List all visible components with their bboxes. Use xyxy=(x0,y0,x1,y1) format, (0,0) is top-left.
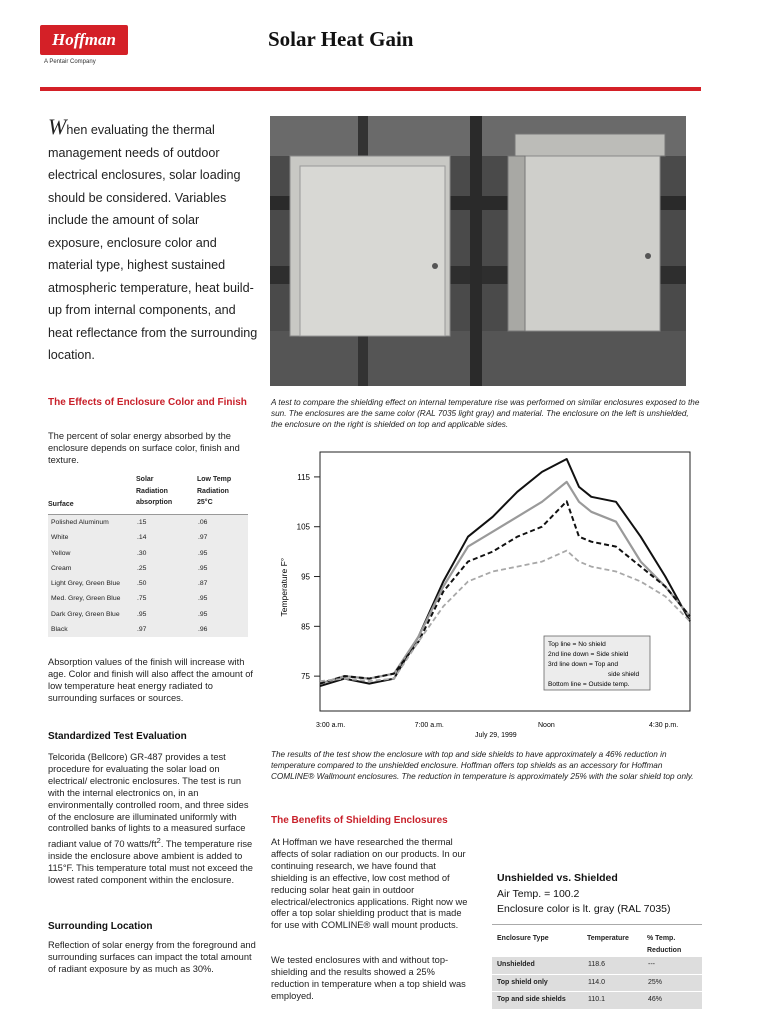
surrounding-text: Reflection of solar energy from the foreground and surrounding surfaces can impact the total amount of radiant exposure by as much as 30%. xyxy=(48,940,256,974)
table-row xyxy=(48,576,248,591)
standardized-text-b: . The temperature rise inside the enclosure above ambient is added to 115°F. This temperature total must not exceed the lowest rated component within the enclosure. xyxy=(48,839,253,886)
cell-surface: Dark Grey, Green Blue xyxy=(51,610,120,618)
cell-type: Top and side shields xyxy=(497,996,566,1003)
cell-temp: 118.6 xyxy=(588,961,605,968)
comparison-table xyxy=(492,924,702,1009)
cell-low: .95 xyxy=(198,595,208,603)
legend-entry: side shield xyxy=(608,671,640,678)
cell-low: .97 xyxy=(198,534,208,542)
cell-type: Unshielded xyxy=(497,961,535,968)
table-row xyxy=(48,591,248,606)
enclosure-photo-illustration xyxy=(270,116,686,386)
table-row xyxy=(48,622,248,637)
standardized-text-a: Telcorida (Bellcore) GR-487 provides a test procedure for evaluating the solar load on electrical/ electronic enclosures. The test is run with the internal electronics on, in an environmentally controlled room, and three sides of the enclosure are illuminated uniformly with controlled banks of lights to a measured surface radiant value of 70 watts/ft xyxy=(48,752,249,850)
cell-solar: .30 xyxy=(137,549,147,557)
legend-entry: Top line = No shield xyxy=(548,641,606,648)
cell-surface: Yellow xyxy=(51,549,71,557)
temperature-chart xyxy=(276,440,716,745)
absorption-table-header xyxy=(48,474,248,515)
standardized-heading: Standardized Test Evaluation xyxy=(48,731,187,742)
benefits-p2: We tested enclosures with and without top-shielding and the results showed a 25% reduction in temperature when a top shield was employed. xyxy=(271,955,466,1001)
table-row xyxy=(48,515,248,530)
cell-solar: .14 xyxy=(137,534,147,542)
col-surface: Surface xyxy=(48,501,74,508)
legend-entry: Bottom line = Outside temp. xyxy=(548,681,630,688)
comparison-title-block xyxy=(497,871,707,918)
col-reduction: % Temp. Reduction xyxy=(647,935,682,954)
y-tick-label: 85 xyxy=(301,622,310,632)
enclosure-photo xyxy=(270,116,686,386)
col-solar: Solar Radiation absorption xyxy=(136,476,173,506)
y-tick-label: 105 xyxy=(296,522,310,532)
cell-solar: .97 xyxy=(137,626,147,634)
header-rule xyxy=(40,87,701,91)
cell-type: Top shield only xyxy=(497,978,548,986)
absorption-note: Absorption values of the finish will increase with age. Color and finish will also affect the amount of low temperature heat energy radiated to surrounding surfaces or sources. xyxy=(48,657,253,703)
table-row xyxy=(48,546,248,561)
cell-surface: Polished Aluminum xyxy=(51,519,109,526)
comparison-title: Unshielded vs. Shielded xyxy=(497,872,618,884)
legend-entry: 3rd line down = Top and xyxy=(548,661,619,668)
cell-solar: .75 xyxy=(137,595,147,603)
legend-entry: 2nd line down = Side shield xyxy=(548,651,629,658)
col-low-temp: Low Temp Radiation 25°C xyxy=(197,476,232,506)
y-axis-label: Temperature F° xyxy=(279,557,289,617)
x-tick-label: 3:00 a.m. xyxy=(316,722,346,729)
cell-solar: .50 xyxy=(137,580,147,588)
benefits-p1: At Hoffman we have researched the thermal affects of solar radiation on our products. In our continuing research, we have found that shielding is an effective, low cost method of reducing solar heat gain in outdoor electrical/electronics applications. Right now we offer a top solar shielding product that is made for use with COMLINE® wall mount products. xyxy=(271,837,468,931)
cell-low: .95 xyxy=(198,549,208,557)
cell-surface: White xyxy=(51,534,69,542)
cell-temp: 114.0 xyxy=(588,978,605,986)
cell-low: .06 xyxy=(198,519,208,526)
x-tick-label: 7:00 a.m. xyxy=(414,722,444,729)
photo-caption: A test to compare the shielding effect on internal temperature rise was performed on similar enclosures exposed to the sun. The enclosures are the same color (RAL 7035 light gray) and material. The enclosure on the left is unshielded, the enclosure on the right is shielded on top and applicable sides. xyxy=(271,398,700,429)
effects-heading: The Effects of Enclosure Color and Finish xyxy=(48,397,247,408)
absorption-table xyxy=(48,474,248,637)
table-row xyxy=(492,974,702,992)
cell-surface: Black xyxy=(51,626,68,634)
comparison-air-temp: Air Temp. = 100.2 xyxy=(497,887,580,900)
cell-surface: Light Grey, Green Blue xyxy=(51,580,121,588)
cell-surface: Cream xyxy=(51,564,72,572)
table-row xyxy=(48,530,248,545)
x-tick-label: Noon xyxy=(538,722,555,729)
logo-subtitle: A Pentair Company xyxy=(44,59,96,65)
x-axis-label: July 29, 1999 xyxy=(475,732,517,739)
table-row xyxy=(492,956,702,974)
y-tick-label: 95 xyxy=(301,572,310,582)
cell-solar: .15 xyxy=(137,519,147,526)
cell-surface: Med. Grey, Green Blue xyxy=(51,595,121,603)
hoffman-logo xyxy=(40,25,128,55)
absorption-table-body xyxy=(48,515,248,637)
temperature-chart-svg xyxy=(276,440,716,745)
intro-dropcap: W xyxy=(48,114,67,139)
logo-text: Hoffman xyxy=(52,30,116,49)
cell-solar: .95 xyxy=(137,610,147,618)
intro-paragraph xyxy=(48,116,258,367)
cell-red: 25% xyxy=(648,978,663,986)
cell-low: .87 xyxy=(198,580,208,588)
superscript: 2 xyxy=(156,836,161,846)
cell-red: --- xyxy=(648,961,655,968)
cell-solar: .25 xyxy=(137,564,147,572)
intro-text: hen evaluating the thermal management needs of outdoor electrical enclosures, solar loading should be considered. Variables include the amount of solar exposure, enclosure color and material type, highest sustained atmospheric temperature, heat build-up from internal components, and heat reflectance from the surrounding location. xyxy=(48,123,258,362)
standardized-text xyxy=(48,752,256,887)
cell-low: .96 xyxy=(198,626,208,634)
y-tick-label: 75 xyxy=(301,672,310,682)
cell-low: .95 xyxy=(198,564,208,572)
benefits-heading: The Benefits of Shielding Enclosures xyxy=(271,815,448,826)
page-title: Solar Heat Gain xyxy=(268,27,414,51)
col-temperature: Temperature xyxy=(587,935,629,942)
effects-text: The percent of solar energy absorbed by the enclosure depends on surface color, finish and texture. xyxy=(48,431,240,465)
comparison-color: Enclosure color is lt. gray (RAL 7035) xyxy=(497,903,671,915)
y-tick-label: 115 xyxy=(297,472,310,482)
x-tick-label: 4:30 p.m. xyxy=(649,722,679,729)
col-enclosure-type: Enclosure Type xyxy=(497,935,549,942)
surrounding-heading: Surrounding Location xyxy=(48,921,153,932)
comparison-table-header xyxy=(492,924,702,956)
cell-temp: 110.1 xyxy=(588,996,605,1003)
table-row xyxy=(492,991,702,1009)
table-row xyxy=(48,561,248,576)
table-row xyxy=(48,607,248,622)
results-caption: The results of the test show the enclosure with top and side shields to have approximately a 46% reduction in temperature compared to the unshielded enclosure. Hoffman offers top shields as an accessory for Hoffman COMLINE® Wallmount enclosures. The reduction in temperature is approximately 25% with the solar shield top only. xyxy=(271,750,694,781)
cell-low: .95 xyxy=(198,610,208,618)
cell-red: 46% xyxy=(648,996,663,1003)
